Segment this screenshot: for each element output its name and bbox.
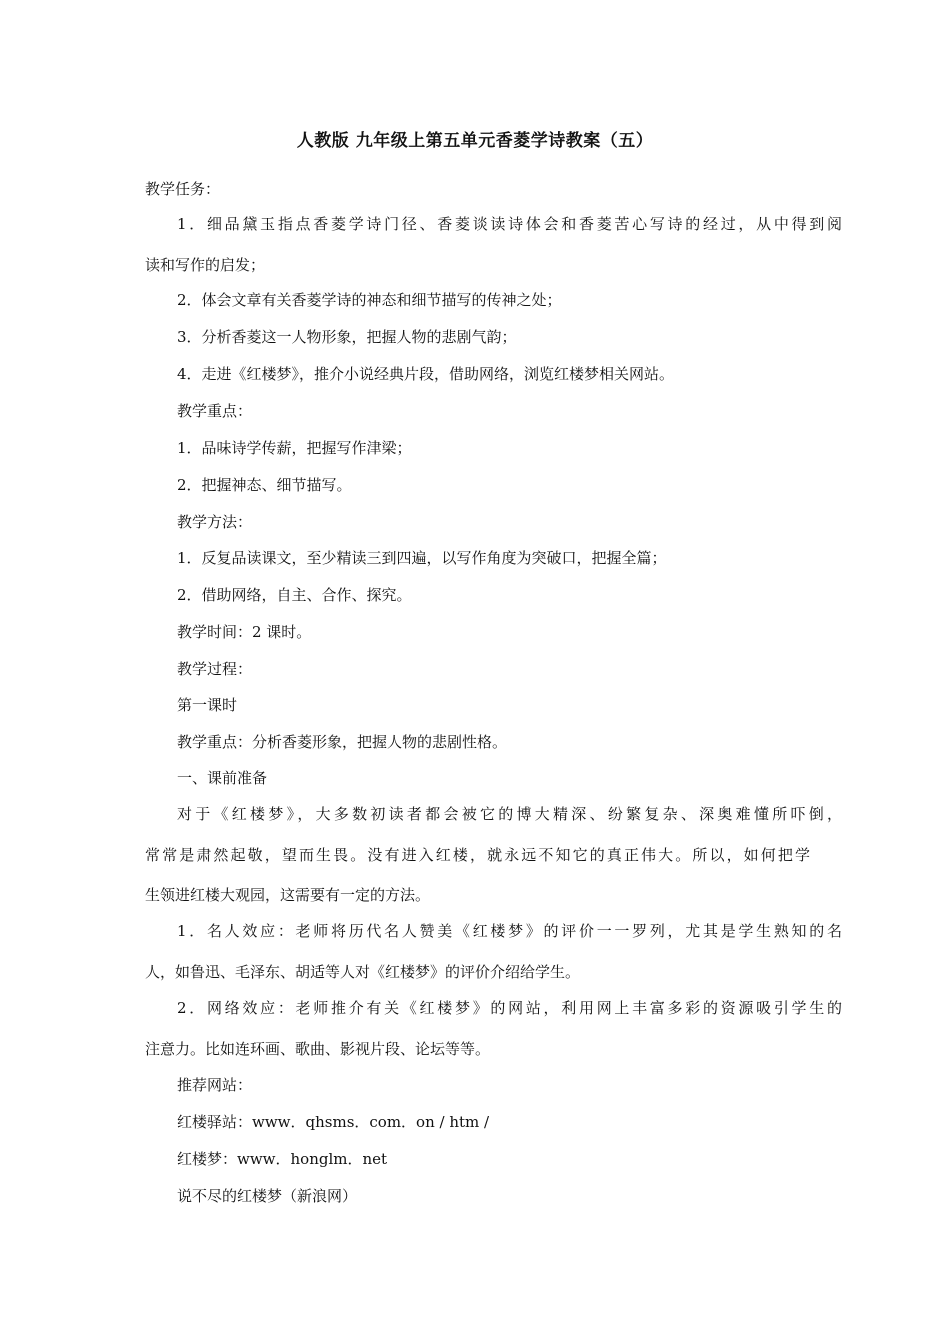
first-lesson-focus: 教学重点：分析香菱形象，把握人物的悲剧性格。 <box>177 733 508 751</box>
section-heading-preparation: 一、课前准备 <box>177 769 268 787</box>
heading-teaching-process: 教学过程： <box>177 660 253 678</box>
heading-teaching-tasks: 教学任务： <box>145 180 221 198</box>
site-hongloushuyizhan: 红楼驿站：www．qhsms．com．on / htm / <box>177 1113 490 1131</box>
task-item-4: 4．走进《红楼梦》，推介小说经典片段，借助网络，浏览红楼梦相关网站。 <box>177 365 675 383</box>
teaching-time: 教学时间：2 课时。 <box>177 623 312 641</box>
first-lesson-heading: 第一课时 <box>177 696 238 714</box>
task-item-3: 3．分析香菱这一人物形象，把握人物的悲剧气韵； <box>177 328 517 346</box>
preparation-paragraph-line-2: 常常是肃然起敬，望而生畏。没有进入红楼，就永远不知它的真正伟大。所以，如何把学 <box>145 846 810 864</box>
celebrity-effect-line-1: 1．名人效应：老师将历代名人赞美《红楼梦》的评价一一罗列，尤其是学生熟知的名 <box>177 922 842 940</box>
site-sina: 说不尽的红楼梦（新浪网） <box>177 1187 358 1205</box>
method-item-2: 2．借助网络，自主、合作、探究。 <box>177 586 412 604</box>
network-effect-line-2: 注意力。比如连环画、歌曲、影视片段、论坛等等。 <box>145 1040 491 1058</box>
task-item-1-continued: 读和写作的启发； <box>145 256 266 274</box>
focus-item-1: 1．品味诗学传薪，把握写作津梁； <box>177 439 412 457</box>
preparation-paragraph-line-1: 对于《红楼梦》，大多数初读者都会被它的博大精深、纷繁复杂、深奥难懂所吓倒， <box>177 805 842 823</box>
site-honglm: 红楼梦：www．honglm．net <box>177 1150 388 1168</box>
method-item-1: 1．反复品读课文，至少精读三到四遍，以写作角度为突破口，把握全篇； <box>177 549 667 567</box>
network-effect-line-1: 2．网络效应：老师推介有关《红楼梦》的网站，利用网上丰富多彩的资源吸引学生的 <box>177 999 842 1017</box>
heading-teaching-focus: 教学重点： <box>177 402 253 420</box>
document-title: 人教版 九年级上第五单元香菱学诗教案（五） <box>296 131 654 151</box>
focus-item-2: 2．把握神态、细节描写。 <box>177 476 352 494</box>
task-item-1: 1．细品黛玉指点香菱学诗门径、香菱谈读诗体会和香菱苦心写诗的经过，从中得到阅 <box>177 215 842 233</box>
recommended-sites-heading: 推荐网站： <box>177 1076 253 1094</box>
preparation-paragraph-line-3: 生领进红楼大观园，这需要有一定的方法。 <box>145 886 431 904</box>
task-item-2: 2．体会文章有关香菱学诗的神态和细节描写的传神之处； <box>177 291 562 309</box>
celebrity-effect-line-2: 人，如鲁迅、毛泽东、胡适等人对《红楼梦》的评价介绍给学生。 <box>145 963 581 981</box>
heading-teaching-methods: 教学方法： <box>177 513 253 531</box>
